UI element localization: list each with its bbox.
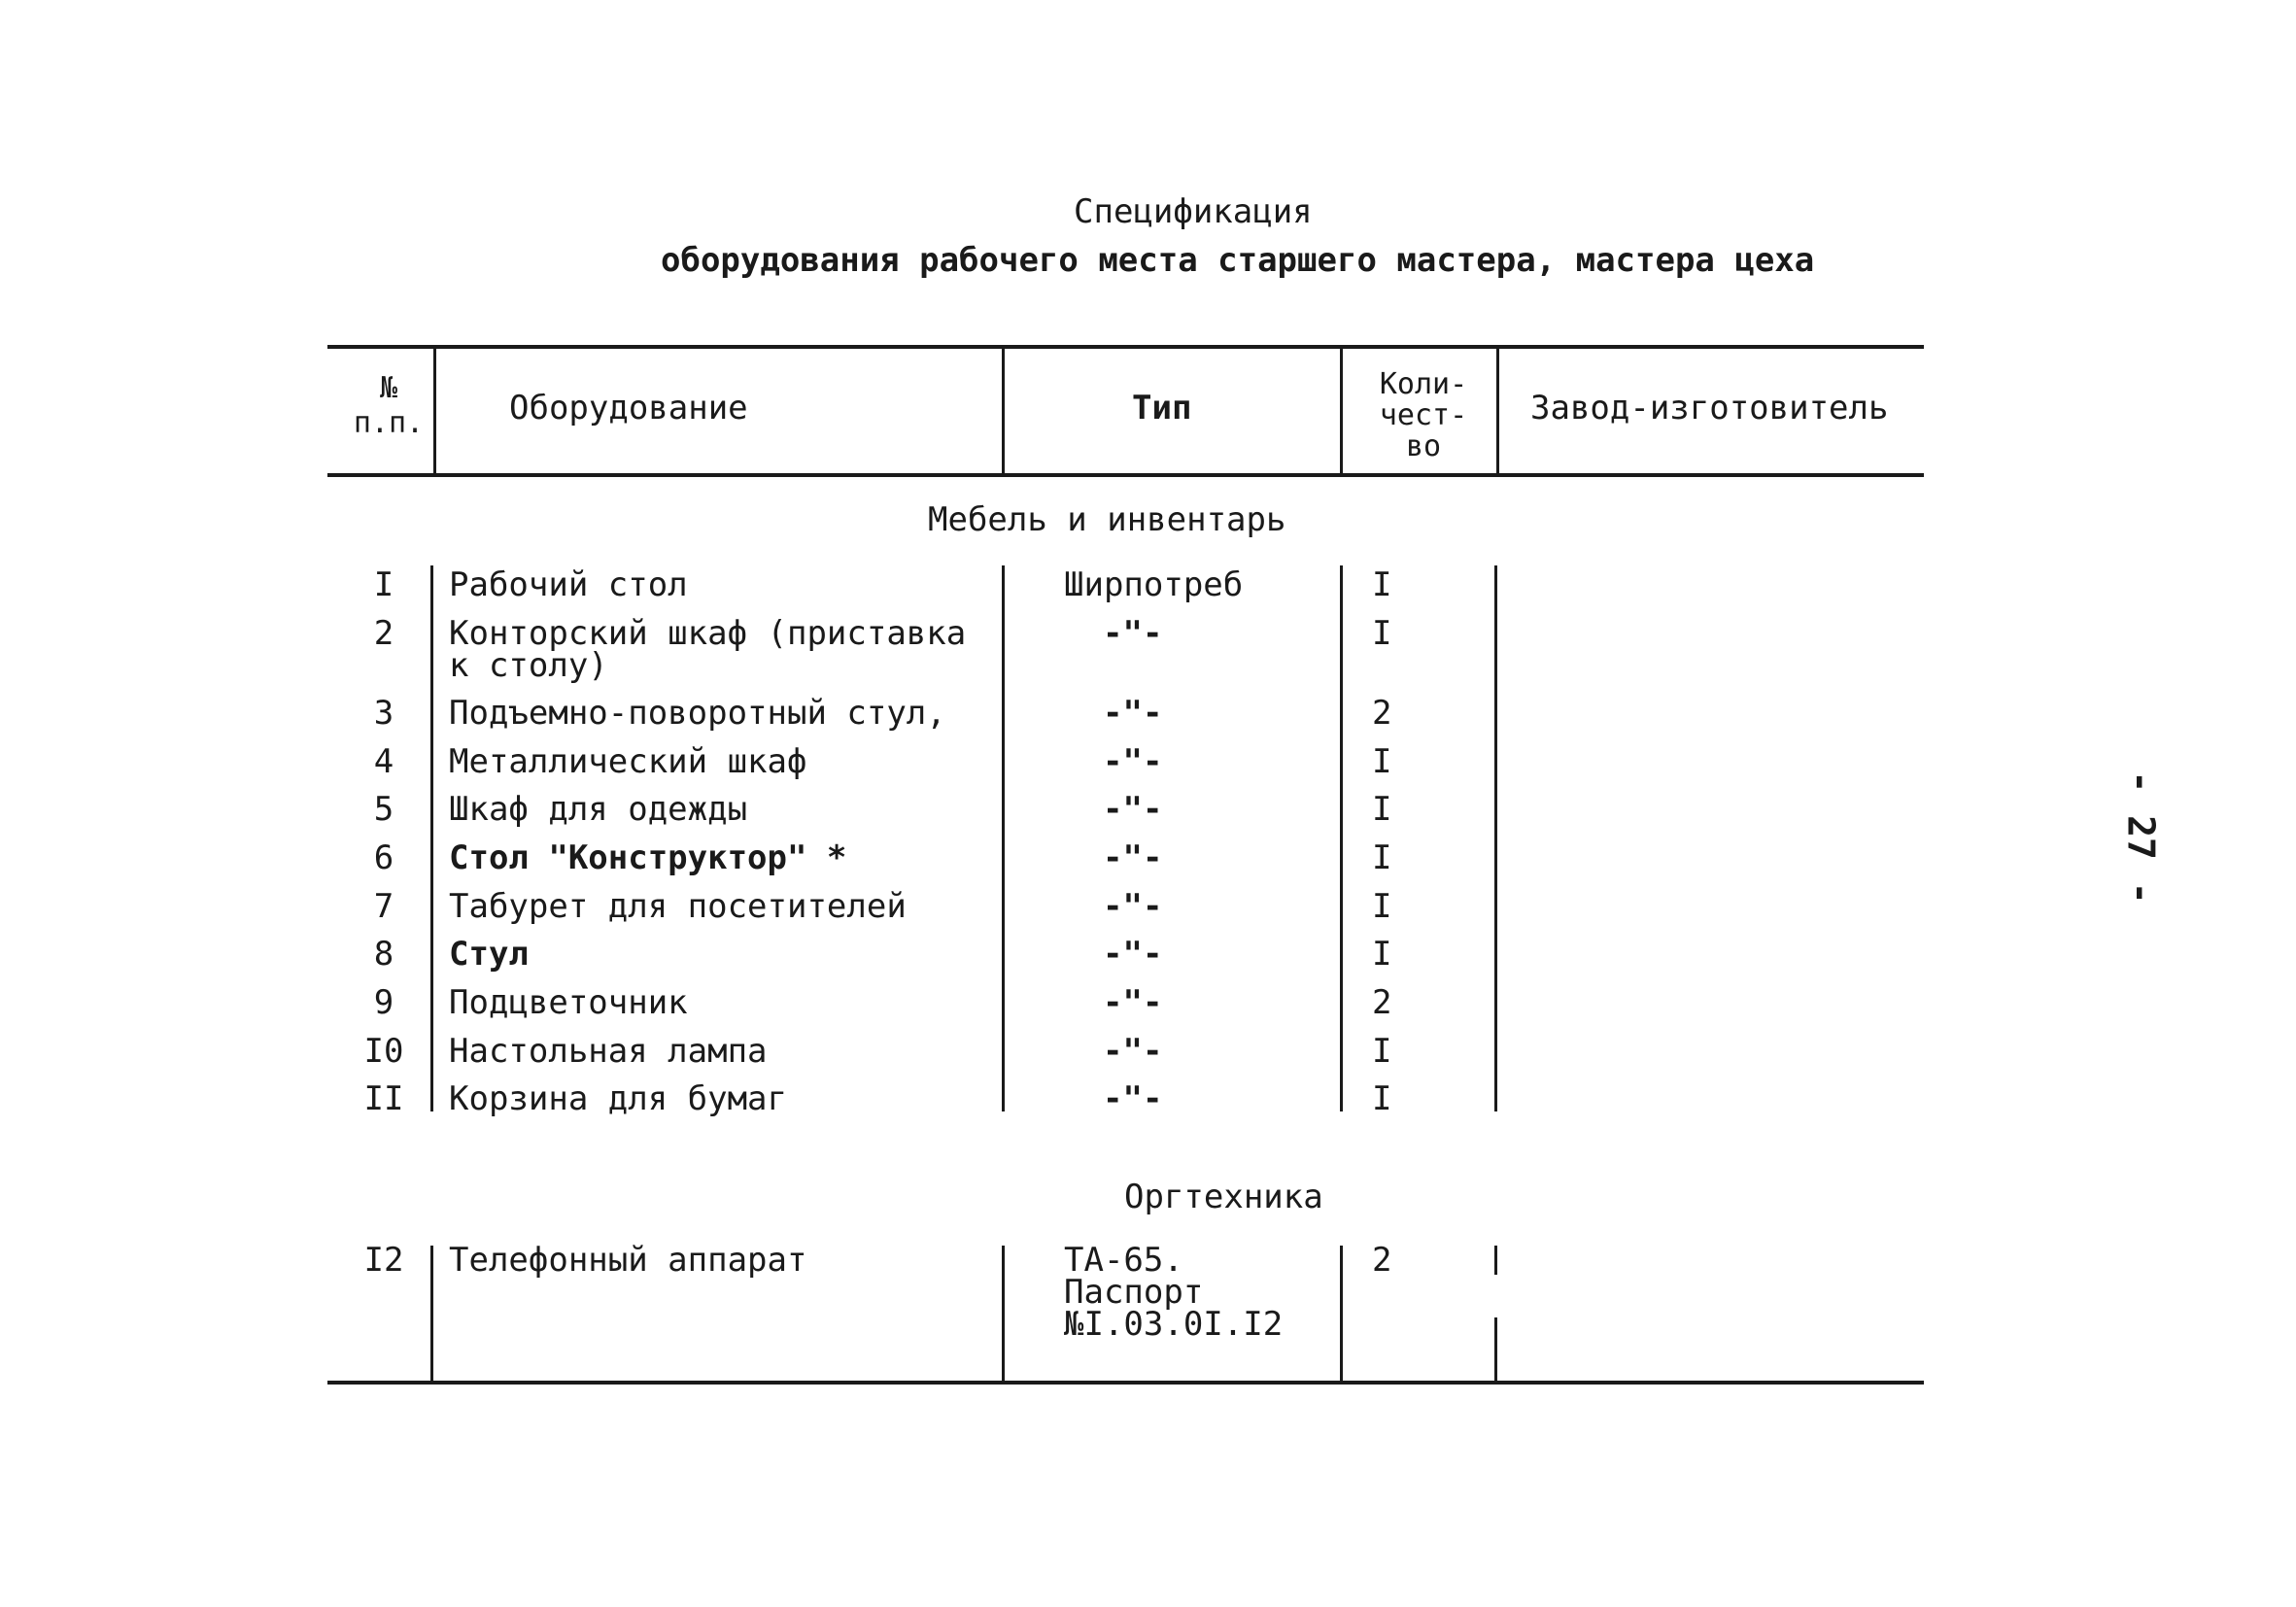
row-type: -"- [1103, 614, 1163, 653]
row-quantity: I [1372, 614, 1392, 653]
row-quantity: I [1372, 838, 1392, 877]
row-type-passport: Паспорт [1064, 1273, 1204, 1312]
header-quantity-line1: Коли- [1379, 367, 1468, 401]
body-divider-4a [1494, 565, 1497, 1111]
row-equipment: Корзина для бумаг [449, 1079, 787, 1118]
row-quantity: I [1372, 790, 1392, 829]
row-equipment: Конторский шкаф (приставка [449, 614, 967, 653]
section-title-office-equipment: Оргтехника [1124, 1178, 1323, 1216]
header-quantity [1360, 369, 1487, 462]
row-type: -"- [1103, 935, 1163, 974]
row-type: ТА-65. [1064, 1241, 1183, 1280]
row-number: I2 [363, 1241, 404, 1280]
row-number: 6 [373, 838, 394, 877]
row-quantity: 2 [1372, 694, 1392, 733]
row-equipment: Стул [449, 935, 529, 974]
row-quantity: I [1372, 1079, 1392, 1118]
row-equipment-continued: к столу) [449, 646, 608, 685]
header-quantity-line2: чест- [1379, 398, 1468, 432]
header-divider-2 [1002, 347, 1005, 475]
row-equipment: Рабочий стол [449, 565, 688, 604]
row-number: 5 [373, 790, 394, 829]
row-type: Ширпотреб [1064, 565, 1244, 604]
row-number: I [373, 565, 394, 604]
header-number [350, 371, 428, 441]
header-divider-1 [433, 347, 436, 475]
body-divider-2b [1002, 1246, 1005, 1382]
body-divider-4b [1494, 1246, 1497, 1275]
table-bottom-rule [327, 1381, 1924, 1385]
row-number: II [363, 1079, 404, 1118]
header-divider-3 [1340, 347, 1343, 475]
header-type: Тип [1132, 389, 1192, 427]
row-type: -"- [1103, 887, 1163, 926]
body-divider-4c [1494, 1317, 1497, 1382]
table-header-rule [327, 473, 1924, 477]
row-equipment: Подъемно-поворотный стул, [449, 694, 946, 733]
header-number-sign: № [379, 371, 398, 405]
row-equipment: Настольная лампа [449, 1032, 768, 1071]
row-type: -"- [1103, 838, 1163, 877]
header-manufacturer: Завод-изготовитель [1530, 389, 1889, 427]
row-equipment: Табурет для посетителей [449, 887, 907, 926]
row-type: -"- [1103, 1032, 1163, 1071]
row-type: -"- [1103, 742, 1163, 781]
row-number: 2 [373, 614, 394, 653]
row-equipment: Подцветочник [449, 983, 688, 1022]
document-subtitle: оборудования рабочего места старшего мастера, мастера цеха [661, 241, 1815, 280]
page-number: - 27 - [2119, 770, 2163, 905]
row-quantity: I [1372, 887, 1392, 926]
row-quantity: I [1372, 742, 1392, 781]
body-divider-3b [1340, 1246, 1343, 1382]
section-title-furniture: Мебель и инвентарь [928, 500, 1286, 539]
row-equipment: Металлический шкаф [449, 742, 807, 781]
row-type: -"- [1103, 694, 1163, 733]
header-number-abbr: п.п. [353, 406, 425, 440]
row-type: -"- [1103, 1079, 1163, 1118]
body-divider-3a [1340, 565, 1343, 1111]
document-title: Спецификация [1074, 192, 1313, 231]
row-type-passport-number: №I.03.0I.I2 [1064, 1305, 1284, 1344]
row-equipment: Стол "Конструктор" * [449, 838, 847, 877]
row-number: I0 [363, 1032, 404, 1071]
header-equipment: Оборудование [509, 389, 748, 427]
row-type: -"- [1103, 790, 1163, 829]
row-type: -"- [1103, 983, 1163, 1022]
row-equipment: Шкаф для одежды [449, 790, 748, 829]
row-number: 7 [373, 887, 394, 926]
row-quantity: 2 [1372, 983, 1392, 1022]
header-quantity-line3: во [1405, 429, 1442, 463]
body-divider-1a [430, 565, 433, 1111]
table-top-rule [327, 345, 1924, 349]
header-divider-4 [1496, 347, 1499, 475]
row-number: 4 [373, 742, 394, 781]
row-number: 3 [373, 694, 394, 733]
row-number: 9 [373, 983, 394, 1022]
row-equipment: Телефонный аппарат [449, 1241, 807, 1280]
body-divider-1b [430, 1246, 433, 1382]
body-divider-2a [1002, 565, 1005, 1111]
row-number: 8 [373, 935, 394, 974]
row-quantity: 2 [1372, 1241, 1392, 1280]
row-quantity: I [1372, 1032, 1392, 1071]
row-quantity: I [1372, 565, 1392, 604]
row-quantity: I [1372, 935, 1392, 974]
